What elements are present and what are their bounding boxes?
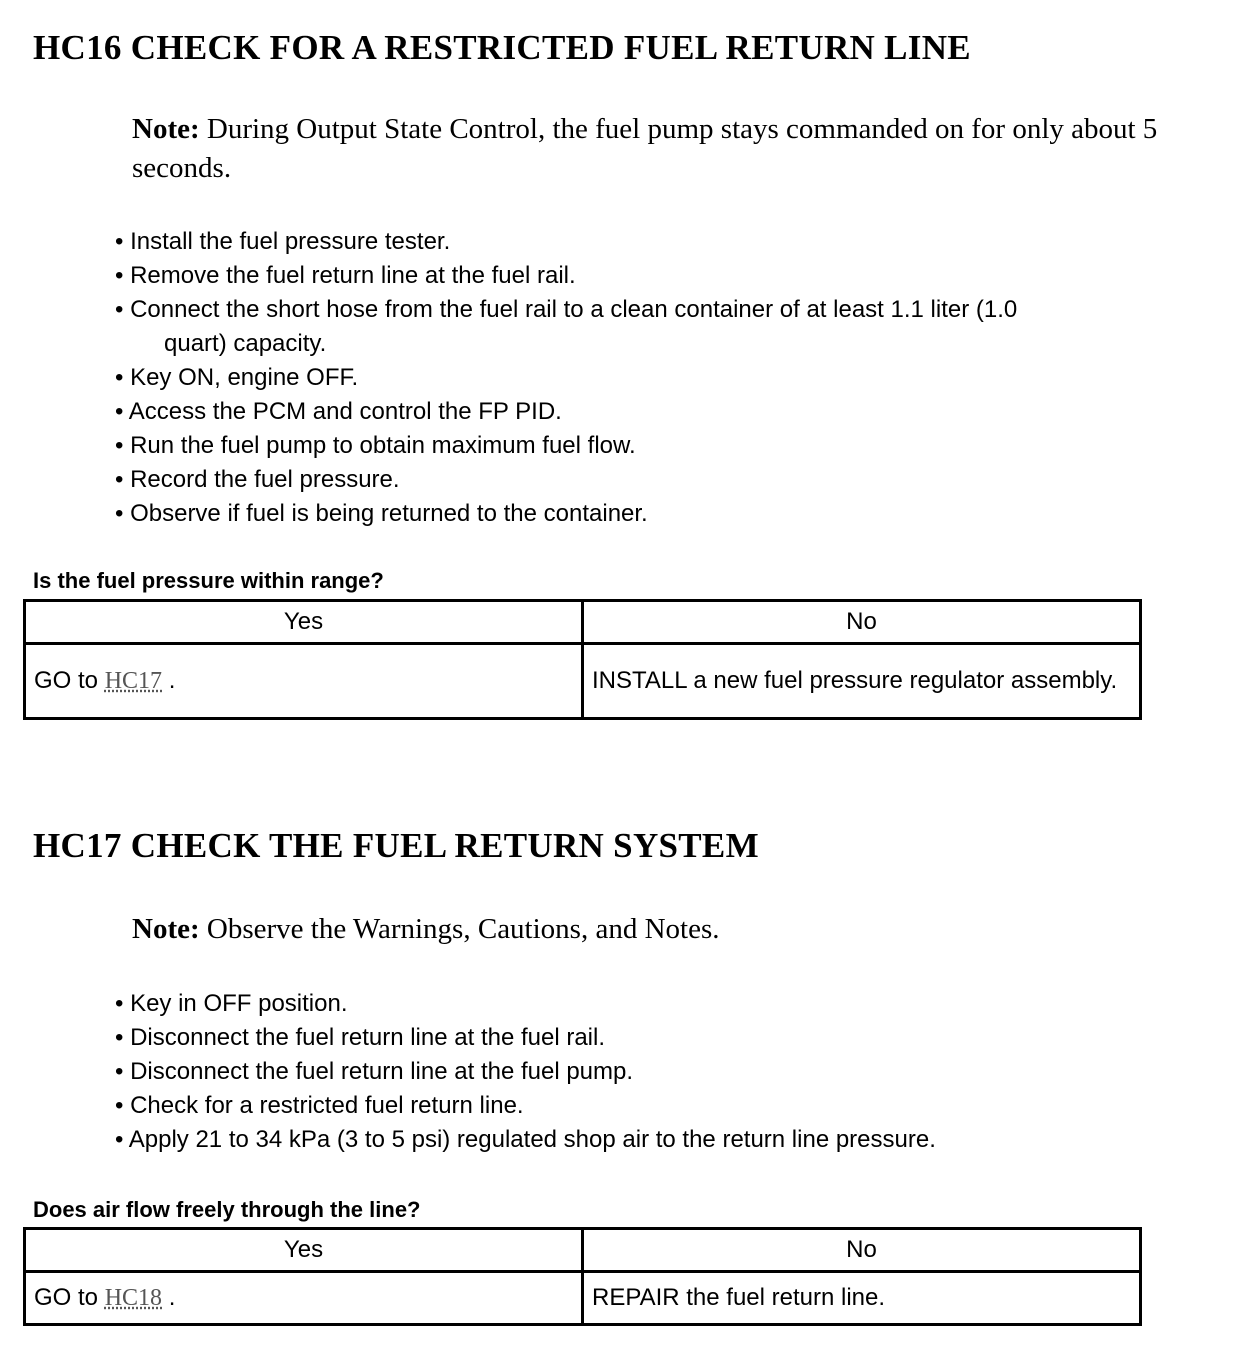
yes-header: Yes [25, 601, 583, 644]
no-cell: REPAIR the fuel return line. [583, 1272, 1141, 1325]
list-item: • Key in OFF position. [115, 990, 348, 1017]
step-text: Record the fuel pressure. [130, 466, 400, 493]
step-text: Run the fuel pump to obtain maximum fuel flow. [130, 432, 636, 459]
step-text: Key in OFF position. [130, 990, 348, 1017]
hc17-link[interactable]: HC17 [104, 668, 163, 694]
hc18-link[interactable]: HC18 [104, 1285, 163, 1311]
no-cell: INSTALL a new fuel pressure regulator assembly. [583, 644, 1141, 719]
step-text-continued: quart) capacity. [164, 330, 327, 357]
hc17-decision-table [23, 1227, 1142, 1326]
note-text: During Output State Control, the fuel pump stays commanded on for only about 5 seconds. [132, 113, 1158, 184]
step-text: Remove the fuel return line at the fuel rail. [130, 262, 576, 289]
step-text: Check for a restricted fuel return line. [130, 1092, 524, 1119]
yes-prefix: GO to [34, 667, 105, 694]
hc17-steps [115, 987, 1175, 1157]
yes-cell [25, 1272, 583, 1325]
yes-suffix: . [162, 1284, 176, 1311]
note-label: Note: [132, 913, 200, 945]
list-item: • Observe if fuel is being returned to the container. [115, 500, 648, 527]
hc17-question: Does air flow freely through the line? [33, 1197, 421, 1222]
list-item: • Remove the fuel return line at the fuel rail. [115, 262, 576, 289]
step-text: Key ON, engine OFF. [130, 364, 359, 391]
hc16-steps [115, 225, 1175, 531]
step-text: Access the PCM and control the FP PID. [128, 398, 562, 425]
list-item: • Check for a restricted fuel return line. [115, 1092, 524, 1119]
yes-prefix: GO to [34, 1284, 105, 1311]
list-item: • Disconnect the fuel return line at the fuel pump. [115, 1058, 634, 1085]
list-item: • Run the fuel pump to obtain maximum fuel flow. [115, 432, 636, 459]
list-item: • Access the PCM and control the FP PID. [115, 398, 562, 425]
hc16-note [132, 110, 1222, 188]
step-text: Disconnect the fuel return line at the fuel rail. [130, 1024, 606, 1051]
note-text: Observe the Warnings, Cautions, and Notes. [199, 913, 720, 945]
no-header: No [583, 601, 1141, 644]
list-item: • Install the fuel pressure tester. [115, 228, 451, 255]
step-text: Install the fuel pressure tester. [130, 228, 451, 255]
list-item: • Apply 21 to 34 kPa (3 to 5 psi) regulated shop air to the return line pressure. [115, 1126, 936, 1153]
step-text: Observe if fuel is being returned to the container. [130, 500, 648, 527]
hc17-note [132, 910, 1222, 949]
hc17-title: HC17 CHECK THE FUEL RETURN SYSTEM [33, 826, 759, 865]
list-item: • Connect the short hose from the fuel rail to a clean container of at least 1.1 liter (1.0 quart) capacity. [115, 293, 1175, 361]
hc16-title: HC16 CHECK FOR A RESTRICTED FUEL RETURN LINE [33, 28, 971, 67]
list-item: • Record the fuel pressure. [115, 466, 400, 493]
no-header: No [583, 1229, 1141, 1272]
list-item: • Disconnect the fuel return line at the fuel rail. [115, 1024, 606, 1051]
yes-cell [25, 644, 583, 719]
hc16-decision-table [23, 599, 1142, 720]
note-label: Note: [132, 113, 200, 145]
hc16-question: Is the fuel pressure within range? [33, 568, 384, 593]
list-item: • Key ON, engine OFF. [115, 364, 359, 391]
step-text: Apply 21 to 34 kPa (3 to 5 psi) regulated shop air to the return line pressure. [128, 1126, 936, 1153]
step-text: Disconnect the fuel return line at the fuel pump. [130, 1058, 634, 1085]
yes-header: Yes [25, 1229, 583, 1272]
yes-suffix: . [162, 667, 176, 694]
step-text: Connect the short hose from the fuel rail to a clean container of at least 1.1 liter (1.0 [130, 296, 1018, 323]
